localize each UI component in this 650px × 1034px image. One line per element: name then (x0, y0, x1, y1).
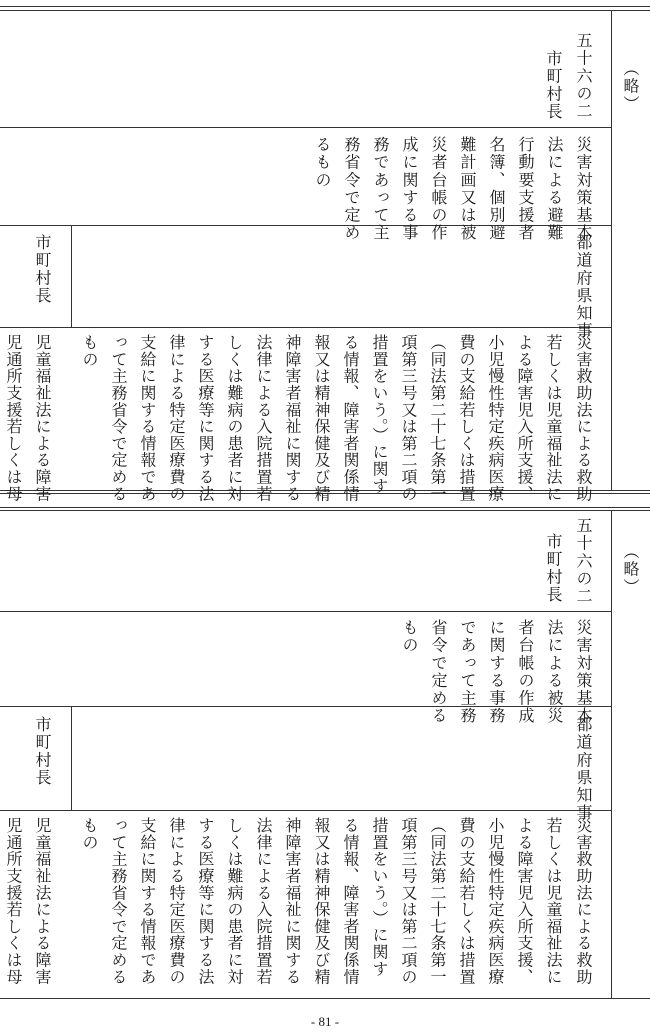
top-item-law-line: 名簿、個別避 (487, 136, 506, 242)
bottom-authority-pref: 都道府県知事 (574, 716, 593, 822)
top-item-law-line: 務省令で定め (342, 136, 361, 242)
top-authority-pref: 都道府県知事 (574, 234, 593, 340)
bottom-authority-city: 市町村長 (544, 533, 563, 604)
top-info-line: 律による特定医療費の (167, 334, 186, 502)
bottom-section-end (0, 998, 650, 999)
bottom-info-line: 災害救助法による救助 (574, 817, 593, 985)
bottom-info-line: 小児慢性特定疾病医療 (486, 817, 505, 985)
bottom-item-law-line: もの (400, 619, 419, 655)
top-item-law-line: 法による避難 (545, 136, 564, 242)
top-info-line: 支給に関する情報であ (138, 334, 157, 502)
bottom-info-line: 支給に関する情報であ (138, 817, 157, 985)
top-border-inner (0, 10, 650, 11)
bottom-item-law-line: 者台帳の作成 (516, 619, 535, 725)
top-info-line: よる障害児入所支援、 (515, 334, 534, 502)
bottom-article-number: 五十六の二 (574, 517, 593, 605)
top-info-line: る情報、障害者関係情 (341, 334, 360, 502)
bottom-info-line: る情報、障害者関係情 (341, 817, 360, 985)
top-info-line: （同法第二十七条第一 (428, 334, 447, 502)
top-child-line: 児童福祉法による障害 (33, 334, 52, 502)
top-authority-city: 市町村長 (544, 50, 563, 121)
bottom-info-line: って主務省令で定める (109, 817, 128, 985)
top-child-line: 児通所支援若しくは母 (4, 334, 23, 502)
top-item-law-line: 行動要支援者 (516, 136, 535, 242)
top-ryaku-label: （略） (621, 60, 640, 113)
bottom-info-line: 項第三号又は第二項の (399, 817, 418, 985)
bottom-info-line: （同法第二十七条第一 (428, 817, 447, 985)
top-info-line: 災害救助法による救助 (574, 334, 593, 502)
page-number: - 81 - (310, 1014, 340, 1029)
top-article-number: 五十六の二 (574, 32, 593, 120)
bottom-row1-bottom (0, 611, 611, 612)
top-ryaku-divider (611, 10, 612, 490)
bottom-info-line: 費の支給若しくは措置 (457, 817, 476, 985)
bottom-info-line: 神障害者福祉に関する (283, 817, 302, 985)
bottom-item-law-line: 法による被災 (545, 619, 564, 725)
top-border-outer (0, 6, 650, 7)
top-info-line: 報又は精神保健及び精 (312, 334, 331, 502)
top-info-line: 小児慢性特定疾病医療 (486, 334, 505, 502)
top-info-line: 法律による入院措置若 (254, 334, 273, 502)
bottom-child-line: 児通所支援若しくは母 (4, 817, 23, 985)
bottom-info-line: 報又は精神保健及び精 (312, 817, 331, 985)
bottom-info-line: 法律による入院措置若 (254, 817, 273, 985)
bottom-info-line: しくは難病の患者に対 (225, 817, 244, 985)
top-authority-city-2: 市町村長 (33, 234, 52, 305)
bottom-ryaku-label: （略） (621, 543, 640, 596)
top-info-line: 費の支給若しくは措置 (457, 334, 476, 502)
top-item-law-line: 災害対策基本 (574, 136, 593, 242)
top-item-law-line: るもの (313, 136, 332, 189)
bottom-info-line: もの (80, 817, 99, 851)
top-info-line: って主務省令で定める (109, 334, 128, 502)
bottom-row3-bottom (0, 810, 611, 811)
bottom-border-outer (0, 507, 650, 508)
bottom-border-inner (0, 510, 650, 511)
bottom-authority-city-2: 市町村長 (33, 716, 52, 787)
top-info-line: 若しくは児童福祉法に (544, 334, 563, 502)
top-row3-bottom (0, 327, 611, 328)
top-info-line: 措置をいう。）に関す (370, 334, 389, 494)
bottom-item-law-line: に関する事務 (487, 619, 506, 725)
bottom-info-line: する医療等に関する法 (196, 817, 215, 985)
top-info-line: 項第三号又は第二項の (399, 334, 418, 502)
top-item-law-line: 災者台帳の作 (429, 136, 448, 242)
bottom-pref-divider (71, 706, 72, 810)
top-row1-bottom (0, 127, 611, 128)
top-info-line: 神障害者福祉に関する (283, 334, 302, 502)
top-info-line: する医療等に関する法 (196, 334, 215, 502)
top-info-line: しくは難病の患者に対 (225, 334, 244, 502)
top-info-line: もの (80, 334, 99, 368)
bottom-info-line: 若しくは児童福祉法に (544, 817, 563, 985)
bottom-info-line: 律による特定医療費の (167, 817, 186, 985)
bottom-info-line: よる障害児入所支援、 (515, 817, 534, 985)
top-pref-divider (71, 225, 72, 327)
bottom-item-law-line: 災害対策基本 (574, 619, 593, 725)
bottom-item-law-line: 省令で定める (429, 619, 448, 725)
bottom-info-line: 措置をいう。）に関す (370, 817, 389, 977)
top-item-law-line: 成に関する事 (400, 136, 419, 242)
bottom-item-law-line: であって主務 (458, 619, 477, 725)
bottom-ryaku-divider (611, 510, 612, 998)
top-item-law-line: 務であって主 (371, 136, 390, 242)
top-item-law-line: 難計画又は被 (458, 136, 477, 242)
bottom-child-line: 児童福祉法による障害 (33, 817, 52, 985)
